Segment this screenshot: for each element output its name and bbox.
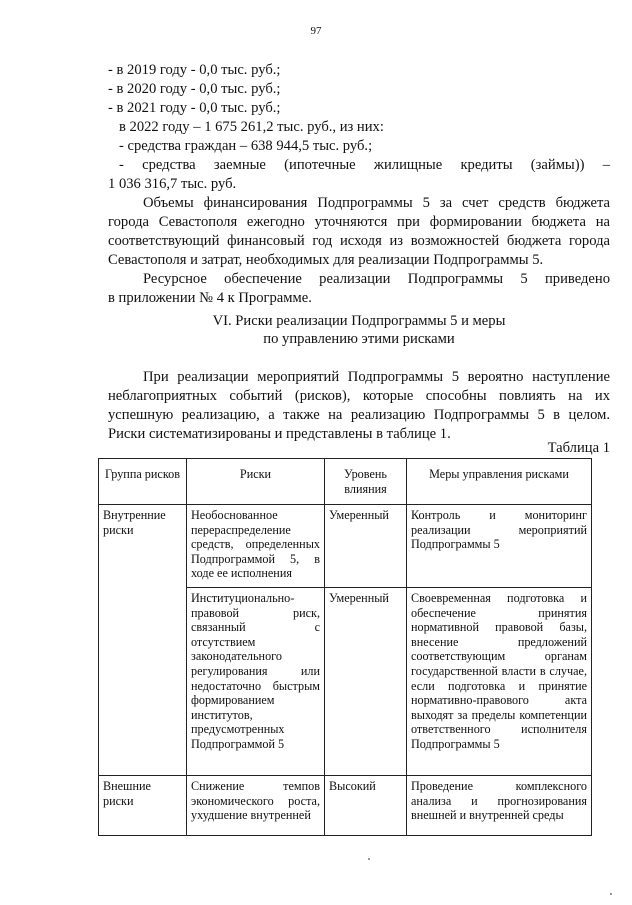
funding-line: в 2022 году – 1 675 261,2 тыс. руб., из них: — [119, 119, 384, 135]
loan-line: 1 036 316,7 тыс. руб. — [108, 176, 237, 192]
paragraph-line: соответствующий финансовый год исходя из возможностей бюджета города — [108, 233, 610, 249]
header-impact-level: Уровень влияния — [325, 459, 407, 505]
funding-line: - в 2020 году - 0,0 тыс. руб.; — [108, 81, 281, 97]
paragraph-line: успешную реализацию, а также на реализацию Подпрограммы 5 в целом. — [108, 407, 610, 423]
section-title: по управлению этими рисками — [263, 331, 455, 347]
risk-cell: Снижение темпов экономического роста, ухудшение внутренней — [187, 776, 325, 836]
scan-speck — [610, 893, 612, 895]
table-header-row — [99, 459, 592, 505]
paragraph-line: Севастополя и затрат, необходимых для реализации Подпрограммы 5. — [108, 252, 544, 268]
table-row — [99, 776, 592, 836]
table-row — [99, 505, 592, 588]
paragraph-line: Объемы финансирования Подпрограммы 5 за счет средств бюджета — [143, 195, 610, 211]
paragraph-line: Ресурсное обеспечение реализации Подпрограммы 5 приведено — [143, 271, 610, 287]
risk-cell: Необоснованное перераспределение средств, определенных Подпрограммой 5, в ходе ее исполнения — [187, 505, 325, 588]
risks-table — [98, 458, 592, 836]
paragraph-line: в приложении № 4 к Программе. — [108, 290, 312, 306]
funding-line: - в 2019 году - 0,0 тыс. руб.; — [108, 62, 281, 78]
paragraph-line: При реализации мероприятий Подпрограммы 5 вероятно наступление — [143, 369, 610, 385]
header-risks: Риски — [187, 459, 325, 505]
header-risk-group: Группа рисков — [99, 459, 187, 505]
impact-level-cell: Умеренный — [325, 588, 407, 776]
funding-line: - в 2021 году - 0,0 тыс. руб.; — [108, 100, 281, 116]
measures-cell: Своевременная подготовка и обеспечение принятия нормативной правовой базы, внесение предложений соответствующим органам государственной власти в случае, если подготовка и принятие нормативно-правового акта выходят за пределы компетенции ответственного исполнителя Подпрограммы 5 — [407, 588, 592, 776]
scan-speck — [368, 858, 370, 860]
funding-line: - средства граждан – 638 944,5 тыс. руб.; — [119, 138, 373, 154]
risk-group-cell: Внутренние риски — [99, 505, 187, 776]
page-number: 97 — [310, 25, 322, 37]
section-title: VI. Риски реализации Подпрограммы 5 и меры — [212, 313, 506, 329]
paragraph-line: Риски систематизированы и представлены в таблице 1. — [108, 426, 451, 442]
header-measures: Меры управления рисками — [407, 459, 592, 505]
risk-cell: Институционально-правовой риск, связанный с отсутствием законодательного регулирования или недостаточно быстрым формированием институтов, предусмотренных Подпрограммой 5 — [187, 588, 325, 776]
table-caption: Таблица 1 — [547, 440, 610, 456]
paragraph-line: неблагоприятных событий (рисков), которые способны повлиять на их — [108, 388, 610, 404]
risk-group-cell: Внешние риски — [99, 776, 187, 836]
impact-level-cell: Высокий — [325, 776, 407, 836]
loan-line: - средства заемные (ипотечные жилищные кредиты (займы)) – — [119, 157, 610, 173]
measures-cell: Проведение комплексного анализа и прогнозирования внешней и внутренней среды — [407, 776, 592, 836]
measures-cell: Контроль и мониторинг реализации мероприятий Подпрограммы 5 — [407, 505, 592, 588]
paragraph-line: города Севастополя ежегодно уточняются при формировании бюджета на — [108, 214, 610, 230]
impact-level-cell: Умеренный — [325, 505, 407, 588]
